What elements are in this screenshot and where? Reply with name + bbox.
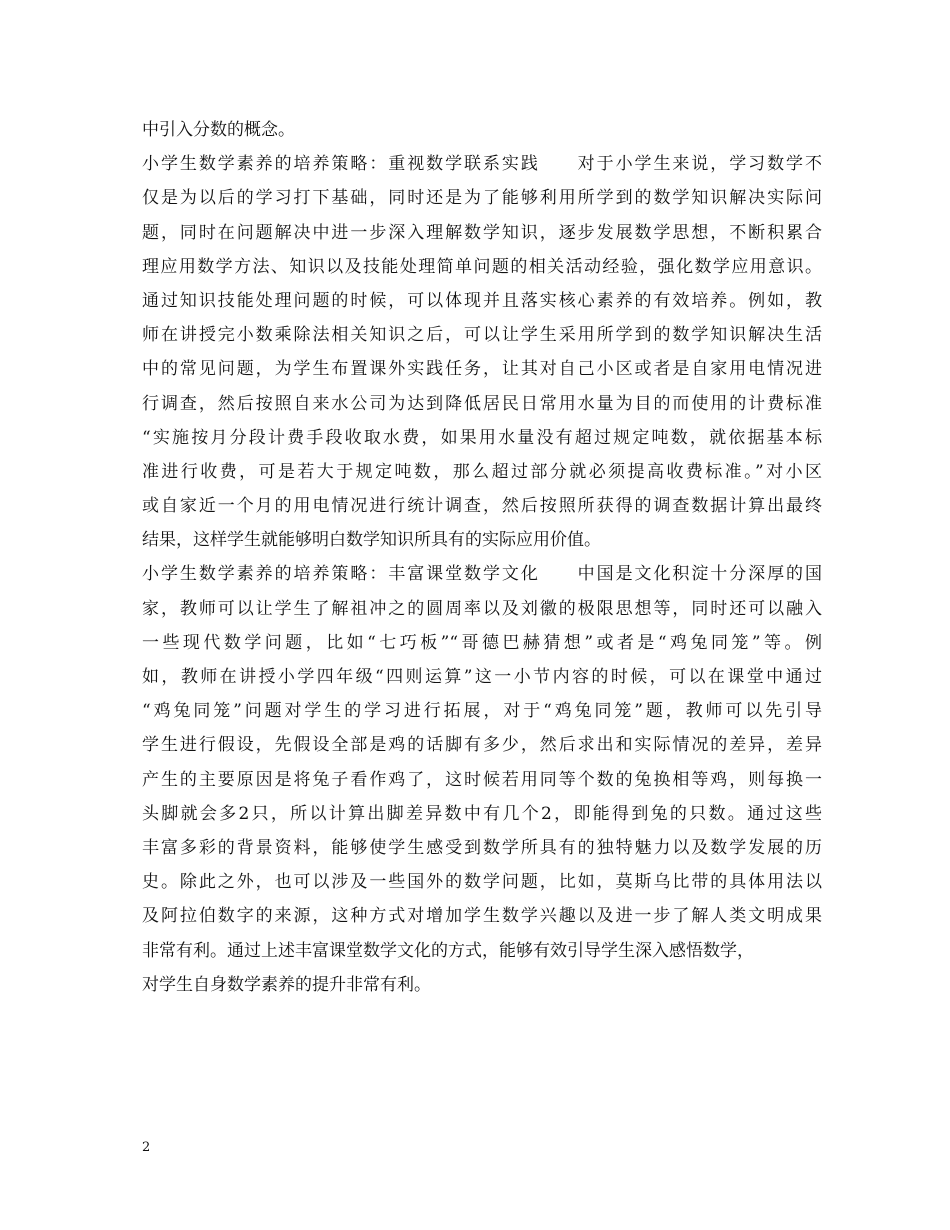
text-line: 产生的主要原因是将兔子看作鸡了，这时候若用同等个数的兔换相等鸡，则每换一 xyxy=(142,769,822,790)
text-line: 中引入分数的概念。 xyxy=(142,120,295,140)
text-line: 行调查，然后按照自来水公司为达到降低居民日常用水量为目的而使用的计费标准 xyxy=(142,393,822,414)
text-line: 及阿拉伯数字的来源，这种方式对增加学生数学兴趣以及进一步了解人类文明成果 xyxy=(142,906,822,927)
text-line: “实施按月分段计费手段收取水费，如果用水量没有超过规定吨数，就依据基本标 xyxy=(142,427,822,448)
text-line: 题，同时在问题解决中进一步深入理解数学知识，逐步发展数学思想，不断积累合 xyxy=(142,222,822,243)
text-line: 通过知识技能处理问题的时候，可以体现并且落实核心素养的有效培养。例如，教 xyxy=(142,290,822,311)
text-line: 结果，这样学生就能够明白数学知识所具有的实际应用价值。 xyxy=(142,530,601,551)
text-line: 或自家近一个月的用电情况进行统计调查，然后按照所获得的调查数据计算出最终 xyxy=(142,496,822,517)
text-line: “鸡兔同笼”问题对学生的学习进行拓展，对于“鸡兔同笼”题，教师可以先引导 xyxy=(142,701,822,722)
text-line: 中的常见问题，为学生布置课外实践任务，让其对自己小区或者是自家用电情况进 xyxy=(142,359,822,380)
text-line: 小学生数学素养的培养策略：丰富课堂数学文化 中国是文化积淀十分深厚的国 xyxy=(142,564,822,585)
text-line: 史。除此之外，也可以涉及一些国外的数学问题，比如，莫斯乌比带的具体用法以 xyxy=(142,872,822,893)
text-line: 头脚就会多2只，所以计算出脚差异数中有几个2，即能得到兔的只数。通过这些 xyxy=(142,803,822,824)
text-line: 学生进行假设，先假设全部是鸡的话脚有多少，然后求出和实际情况的差异，差异 xyxy=(142,735,822,756)
text-line: 对学生自身数学素养的提升非常有利。 xyxy=(142,974,431,995)
text-line: 如，教师在讲授小学四年级“四则运算”这一小节内容的时候，可以在课堂中通过 xyxy=(142,667,822,687)
text-line: 理应用数学方法、知识以及技能处理简单问题的相关活动经验，强化数学应用意识。 xyxy=(142,256,822,277)
text-line: 小学生数学素养的培养策略：重视数学联系实践 对于小学生来说，学习数学不 xyxy=(142,154,822,175)
text-line: 仅是为以后的学习打下基础，同时还是为了能够利用所学到的数学知识解决实际问 xyxy=(142,188,822,209)
body-text xyxy=(142,113,822,1002)
text-line: 家，教师可以让学生了解祖冲之的圆周率以及刘徽的极限思想等，同时还可以融入 xyxy=(142,598,822,619)
text-line: 准进行收费，可是若大于规定吨数，那么超过部分就必须提高收费标准。”对小区 xyxy=(142,461,822,482)
page-number: 2 xyxy=(142,1140,151,1155)
text-line: 丰富多彩的背景资料，能够使学生感受到数学所具有的独特魅力以及数学发展的历 xyxy=(142,837,822,858)
text-line: 一些现代数学问题，比如“七巧板”“哥德巴赫猜想”或者是“鸡兔同笼”等。例 xyxy=(142,632,822,653)
text-line: 师在讲授完小数乘除法相关知识之后，可以让学生采用所学到的数学知识解决生活 xyxy=(142,325,822,346)
text-line: 非常有利。通过上述丰富课堂数学文化的方式，能够有效引导学生深入感悟数学， xyxy=(142,940,754,961)
